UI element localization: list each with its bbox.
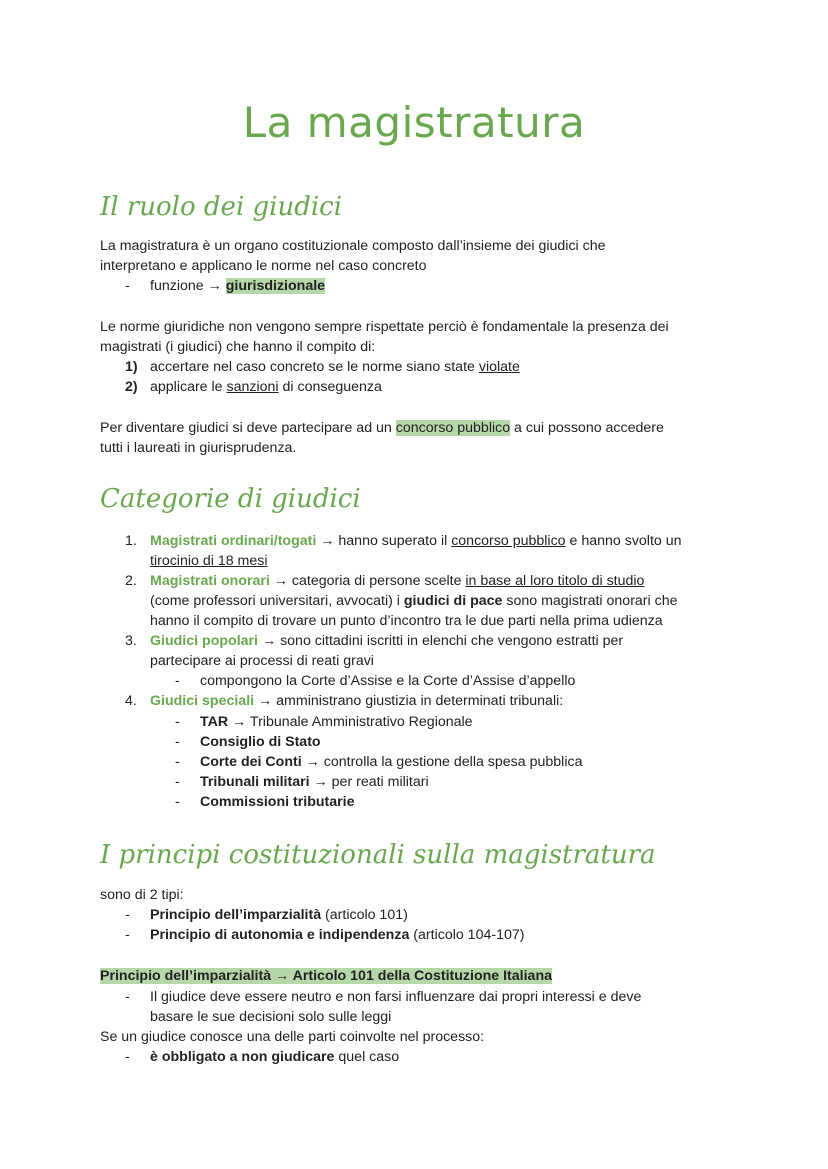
underlined-term: concorso pubblico [451,533,566,549]
paragraph-line: tutti i laureati in giurisprudenza. [100,440,297,456]
bullet-dash: - [125,278,130,294]
list-item [150,905,408,925]
list-item [150,531,682,551]
bullet-dash: - [175,794,180,810]
text: → sono cittadini iscritti in elenchi che vengono estratti per [258,633,624,649]
paragraph-line: Le norme giuridiche non vengono sempre rispettate perciò è fondamentale la presenza dei [100,319,669,335]
highlighted-term: concorso pubblico [395,420,511,436]
bullet-dash: - [175,714,180,730]
sub-heading-line [100,966,552,986]
highlighted-sub-heading: Principio dell’imparzialità → Articolo 101 della Costituzione Italiana [100,968,552,984]
list-item [150,357,520,377]
bullet-dash: - [125,927,130,943]
list-item-continuation: basare le sue decisioni solo sulle leggi [150,1009,392,1025]
sub-list-item [200,752,582,772]
text: a cui possono accedere [510,420,664,436]
list-item [150,631,623,651]
text: sono magistrati onorari che [502,593,678,609]
bold-term: Tribunali militari [200,774,310,790]
list-item [150,571,644,591]
bold-term: TAR [200,714,229,730]
list-number: 1) [125,359,138,375]
text: applicare le [150,379,227,395]
bullet-dash: - [175,774,180,790]
list-item-continuation: hanno il compito di trovare un punto d’incontro tra le due parti nella prima udienza [150,613,663,629]
paragraph-line: Se un giudice conosce una delle parti coinvolte nel processo: [100,1029,485,1045]
category-term: Magistrati onorari [150,573,270,589]
text: → hanno superato il [316,533,452,549]
text: funzione → [150,278,226,294]
underlined-term: violate [478,359,520,375]
text: (come professori universitari, avvocati) i [150,593,404,609]
paragraph-line: La magistratura è un organo costituzionale composto dall’insieme dei giudici che [100,238,606,254]
bullet-dash: - [125,989,130,1005]
list-item-continuation: partecipare ai processi di reati gravi [150,653,374,669]
sub-list-item [200,712,473,732]
paragraph-line: sono di 2 tipi: [100,887,184,903]
text: → controlla la gestione della spesa pubblica [301,754,583,770]
paragraph-line: magistrati (i giudici) che hanno il compito di: [100,339,376,355]
category-term: Giudici popolari [150,633,258,649]
list-number: 1. [125,533,137,549]
highlighted-term: giurisdizionale [225,278,326,294]
paragraph-line: interpretano e applicano le norme nel caso concreto [100,258,427,274]
sub-list-item: Consiglio di Stato [200,734,321,750]
bold-term: è obbligato a non giudicare [150,1049,335,1065]
bullet-dash: - [125,907,130,923]
bullet-dash: - [125,1049,130,1065]
list-number: 3. [125,633,137,649]
section-heading-ruolo: Il ruolo dei giudici [100,192,343,222]
sub-list-item [200,772,429,792]
text: → amministrano giustizia in determinati tribunali: [254,693,564,709]
text: e hanno svolto un [565,533,682,549]
text: → Tribunale Amministrativo Regionale [228,714,473,730]
bold-term: giudici di pace [403,593,503,609]
sub-list-item: Commissioni tributarie [200,794,355,810]
sub-list-item: compongono la Corte d’Assise e la Corte d’Assise d’appello [200,673,576,689]
text: Per diventare giudici si deve partecipare ad un [100,420,396,436]
underlined-term: in base al loro titolo di studio [465,573,645,589]
text: → per reati militari [309,774,429,790]
list-number: 2. [125,573,137,589]
list-item: Il giudice deve essere neutro e non farsi influenzare dai propri interessi e deve [150,989,642,1005]
list-item [150,377,382,397]
text: quel caso [334,1049,400,1065]
category-term: Magistrati ordinari/togati [150,533,317,549]
text: (articolo 104-107) [409,927,525,943]
text: (articolo 101) [321,907,408,923]
list-item [150,276,325,296]
section-heading-principi: I principi costituzionali sulla magistratura [100,840,656,870]
paragraph-line [100,418,664,438]
category-term: Giudici speciali [150,693,255,709]
list-item [150,925,524,945]
list-item [150,691,563,711]
bold-term: Corte dei Conti [200,754,302,770]
bullet-dash: - [175,673,180,689]
bullet-dash: - [175,734,180,750]
bullet-dash: - [175,754,180,770]
document-title: La magistratura [242,98,586,147]
underlined-term: sanzioni [226,379,279,395]
list-number: 4. [125,693,137,709]
bold-term: Principio di autonomia e indipendenza [150,927,410,943]
list-item-continuation: tirocinio di 18 mesi [150,553,268,569]
text: → categoria di persone scelte [269,573,466,589]
list-item [150,1047,399,1067]
bold-term: Principio dell’imparzialità [150,907,322,923]
list-number: 2) [125,379,138,395]
list-item-continuation [150,591,678,611]
section-heading-categorie: Categorie di giudici [100,484,361,514]
text: di conseguenza [278,379,382,395]
text: accertare nel caso concreto se le norme siano state [150,359,479,375]
